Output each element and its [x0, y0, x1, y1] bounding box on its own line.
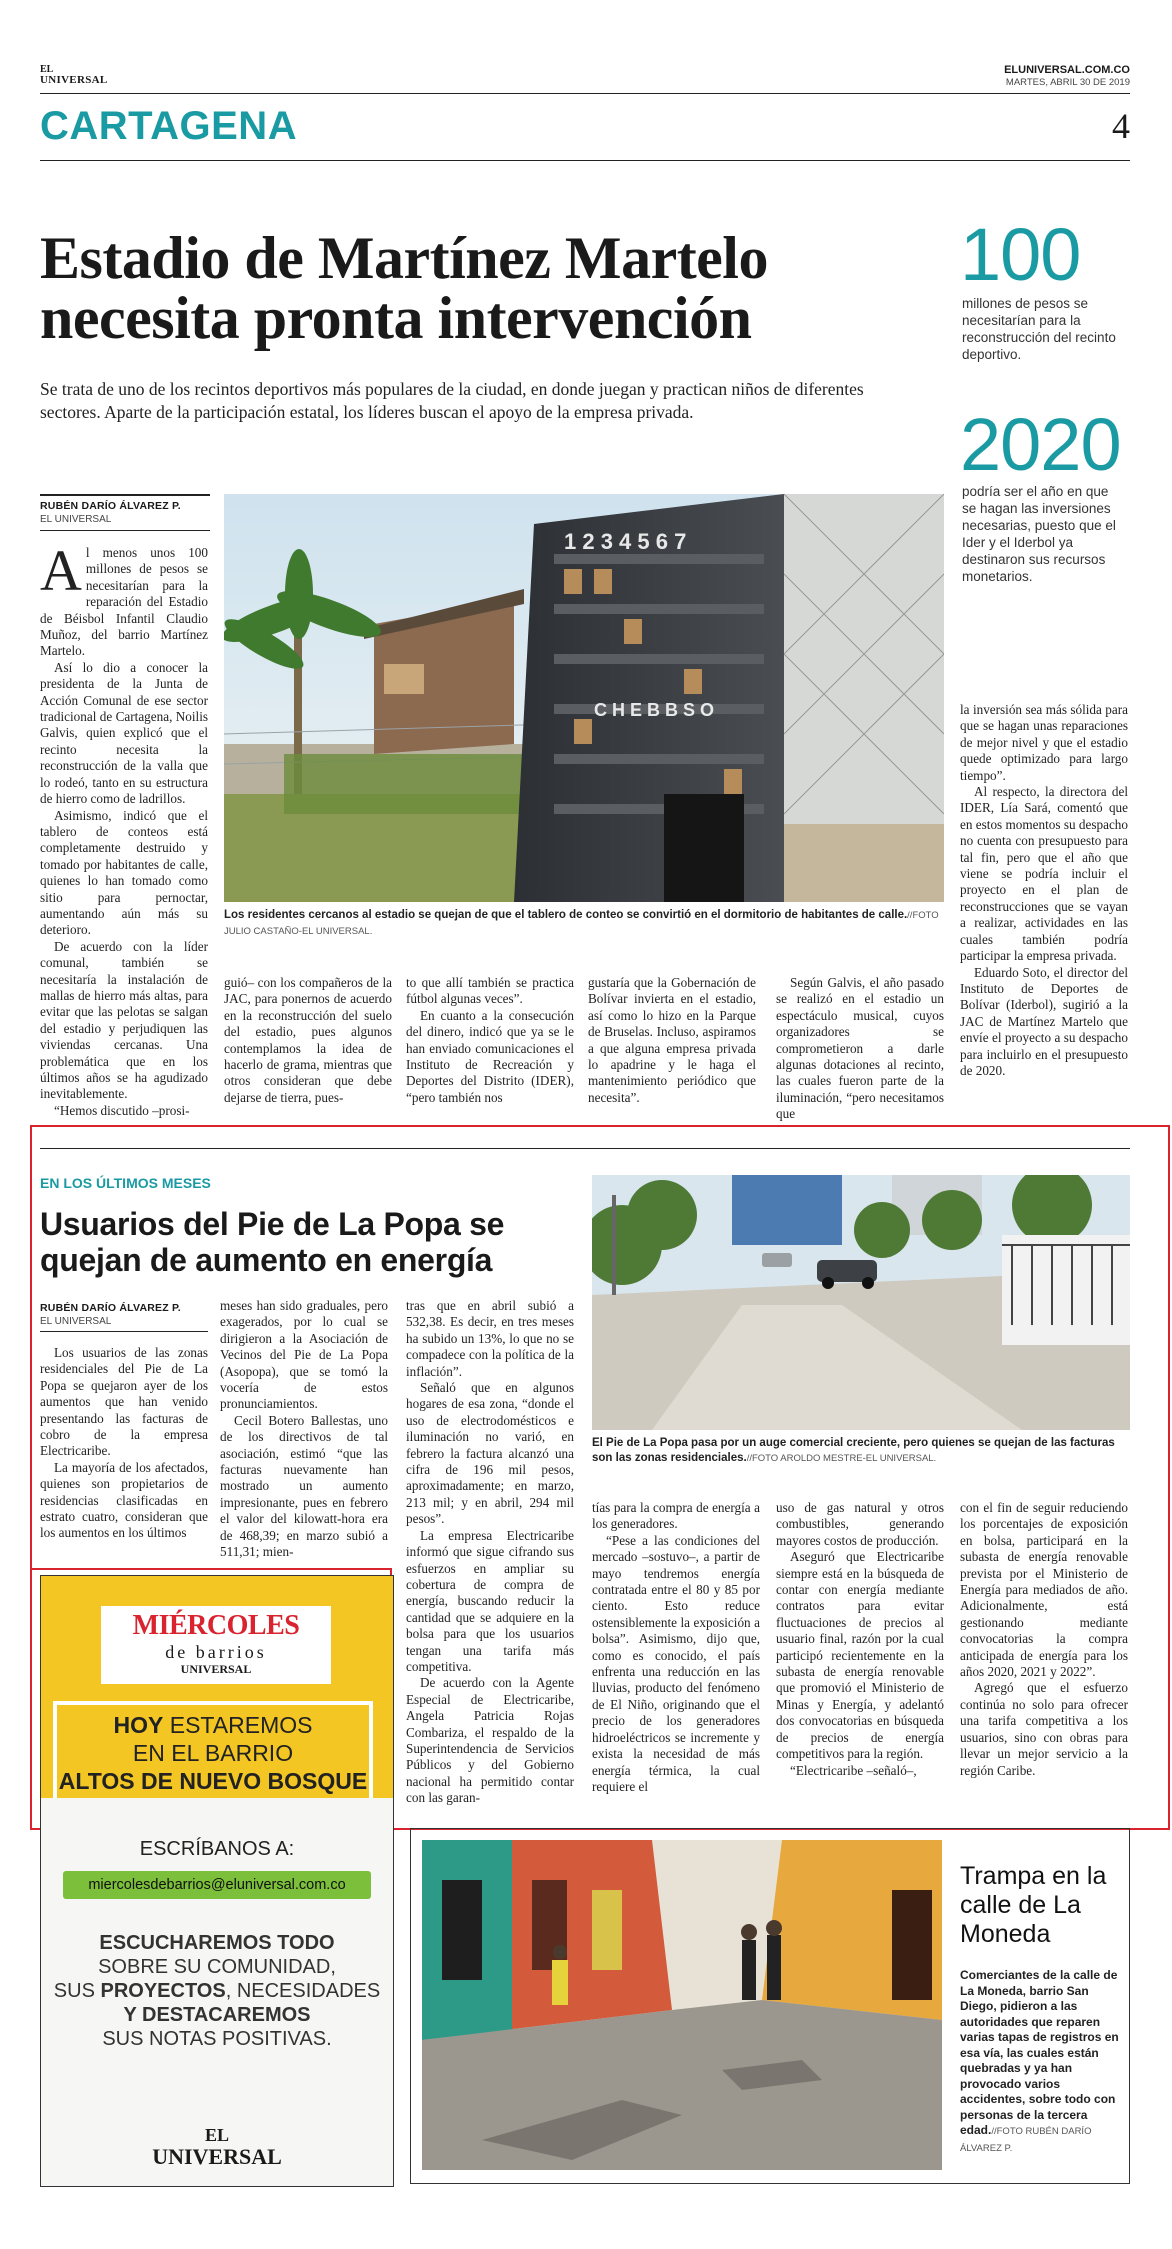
second-col-2	[220, 1298, 388, 1561]
ad-email-pill[interactable]	[63, 1871, 371, 1899]
main-byline-name: RUBÉN DARÍO ÁLVAREZ P.	[40, 500, 181, 512]
second-col5-p2: Aseguró que Electricaribe siempre está en la búsqueda de contar con energía mediante contratos para evitar fluctuaciones de precios al usuario final, razón por la cual participó recientemente en la subasta de energía renovable que promovió el Ministerio de Minas y Energía, y adelantó dos convocatorias en búsqueda de precios de energía competitivos para la región.	[776, 1549, 944, 1762]
second-col2-p1: meses han sido graduales, pero exagerados, por lo cual se dirigieron a la Asociación de Vecinos del Pie de La Popa (Asopopa), que se tomó la vocería de estos pronunciamientos.	[220, 1298, 388, 1412]
main-headline-line2: necesita pronta intervención	[40, 285, 752, 351]
issue-date: MARTES, ABRIL 30 DE 2019	[1005, 77, 1130, 88]
second-col4-p1: tías para la compra de energía a los generadores.	[592, 1500, 760, 1532]
second-col-5	[776, 1500, 944, 1779]
second-col-6	[960, 1500, 1128, 1779]
logo-universal: UNIVERSAL	[40, 74, 108, 86]
second-byline-name: RUBÉN DARÍO ÁLVAREZ P.	[40, 1302, 181, 1314]
stadium-photo-caption	[224, 908, 944, 939]
second-col-3	[406, 1298, 574, 1807]
second-byline-rule	[40, 1331, 208, 1332]
second-photo-caption	[592, 1436, 1130, 1466]
ad-line4a: Y	[123, 2004, 142, 2026]
second-byline-org: EL UNIVERSAL	[40, 1316, 112, 1327]
ad-message-frame	[53, 1701, 373, 1798]
header-rule	[40, 93, 1130, 94]
main-col1-p4: De acuerdo con la líder comunal, también se necesitaría la instalación de mallas de hierro más altas, para evitar que las pelotas se salgan del estadio y perjudiquen las viviendas cercanas. Una problemática que en los últimos años se ha agudizado inevitablemente.	[40, 938, 208, 1102]
ad-line4b: DESTACAREMOS	[142, 2004, 311, 2026]
second-col2-p2: Cecil Botero Ballestas, uno de los directivos de tal asociación, estimó “que las facturas nuevamente han mostrado un aumento impresionante, pues en febrero el valor del kilowatt-hora era de 468,39; en marzo subió a 511,31; mien-	[220, 1412, 388, 1560]
drop-cap: A	[40, 538, 82, 603]
byline-rule-bottom	[40, 530, 210, 531]
scoreboard-text: C H E B B S O	[594, 700, 715, 720]
main-col-6	[960, 702, 1128, 1079]
second-headline-line1: Usuarios del Pie de La Popa se	[40, 1206, 505, 1242]
main-col-4	[588, 975, 756, 1106]
main-headline-line1: Estadio de Martínez Martelo	[40, 225, 768, 291]
main-col1-p5: “Hemos discutido –prosi-	[54, 1102, 190, 1118]
logo-el: EL	[40, 64, 54, 75]
main-col4-p1: gustaría que la Gobernación de Bolívar invierta en el estadio, así como lo hizo en la Parque de Bruselas. Incluso, aspiramos a que alguna empresa privada lo apadrine y le haga el mantenimiento periódico que necesita”.	[588, 975, 756, 1105]
ad-logo-box	[101, 1606, 331, 1684]
main-col-1	[40, 538, 208, 1119]
third-text	[960, 1968, 1120, 2156]
second-col4-p2: “Pese a las condiciones del mercado –sostuvo–, a partir de mayo tendremos energía contratada entre el 80 y 85 por ciento. Esto reduce ostensiblemente la exposición a bolsa”. Asimismo, dijo que, como es conocido, el país enfrenta una reducción en las lluvias, producto del fenómeno de El Niño, originando que el precio de los generadores hidroeléctricos se incremente y exista la necesidad de más energía térmica, la cual requiere el	[592, 1532, 760, 1794]
ad-hoy: HOY	[113, 1712, 164, 1738]
section-title: CARTAGENA	[40, 104, 298, 148]
main-col6-p2: Al respecto, la directora del IDER, Lía Sará, comentó que en estos momentos su despacho no cuenta con presupuesto para tal fin, pero que el año que viene se podría incluir el proyecto en el plan de reconstrucciones que se vayan a realizar, actividades en las cuales también podría participar la empresa privada.	[960, 784, 1128, 964]
stadium-photo	[224, 494, 944, 902]
site-url[interactable]: ELUNIVERSAL.COM.CO	[1004, 64, 1130, 76]
main-col1-p2: Así lo dio a conocer la presidenta de la Junta de Acción Comunal de ese sector tradicional de Cartagena, Noilis Galvis, quien explicó que el recinto necesita la reconstrucción de la valla que lo rodeó, tanto en su estructura de hierro como de ladrillos.	[40, 659, 208, 807]
main-col1-p3: Asimismo, indicó que el tablero de conteos está completamente destruido y tomado por habitantes de calle, quienes lo han tomado como sitio para pernoctar, aumentando aún más su deterioro.	[40, 807, 208, 938]
second-col1-p2: La mayoría de los afectados, quienes son propietarios de residencias clasificadas en estrato cuatro, consideran que los aumentos en los últimos	[40, 1459, 208, 1541]
second-top-rule	[40, 1148, 1130, 1149]
second-col6-p2: Agregó que el esfuerzo continúa no solo para ofrecer una tarifa competitiva a los usuarios, sino con obras para llevar un mejor servicio a la región Caribe.	[960, 1680, 1128, 1778]
third-text-body: Comerciantes de la calle de La Moneda, barrio San Diego, pidieron a las autoridades que reparen varias tapas de registros en esa vía, las cuales están quebradas y ya han provocado varios accidentes, sobre todo con personas de la tercera edad.	[960, 1968, 1119, 2137]
main-col-2	[224, 975, 392, 1106]
stat-2020-text: podría ser el año en que se hagan las inversiones necesarias, puesto que el Ider y el Iderbol ya destinaron sus recursos monetarios.	[962, 484, 1116, 584]
second-col3-p2: Señaló que en algunos hogares de esa zona, “donde el uso de electrodomésticos e iluminación no varió, en febrero la factura alcanzó una cifra de 196 mil pesos, aproximadamente; en marzo, 213 mil; y en abril, 294 mil pesos”.	[406, 1380, 574, 1527]
second-col3-p3: La empresa Electricaribe informó que sigue cifrando sus esfuerzos en ampliar su cobertura de compra de energía, buscando reducir la cantidad que se adquiere en la bolsa para que los usuarios tengan una tarifa más competitiva.	[406, 1527, 574, 1674]
second-kicker: EN LOS ÚLTIMOS MESES	[40, 1175, 211, 1191]
ad-line5: SUS NOTAS POSITIVAS.	[102, 2028, 332, 2050]
third-headline: Trampa en la calle de La Moneda	[960, 1862, 1107, 1948]
ad-miercoles: MIÉRCOLES	[132, 1610, 300, 1641]
pie-de-la-popa-photo	[592, 1175, 1130, 1430]
ad-footer-el: EL	[204, 2125, 229, 2145]
ad-de-barrios: de barrios	[165, 1642, 267, 1662]
ad-line1: ESCUCHAREMOS TODO	[99, 1932, 335, 1954]
stat-100-number: 100	[960, 213, 1081, 296]
ad-footer-universal: UNIVERSAL	[152, 2144, 282, 2169]
stat-100-text: millones de pesos se necesitarían para la reconstrucción del recinto deportivo.	[962, 296, 1116, 362]
main-col-3	[406, 975, 574, 1106]
second-col6-p1: con el fin de seguir reduciendo los porcentajes de exposición en bolsa, participará en la subasta de energía renovable prevista por el Ministerio de Energía para mediados de año. Adicionalmente, está gestionando mediante convocatorias la compra anticipada de energía para los años 2020, 2021 y 2022”.	[960, 1500, 1128, 1680]
stadium-caption-credit: //FOTO JULIO CASTAÑO-EL UNIVERSAL.	[224, 910, 939, 937]
main-byline-org: EL UNIVERSAL	[40, 514, 112, 525]
main-col3-p1: to que allí también se practica fútbol algunas veces”.	[406, 975, 574, 1007]
stat-2020-number: 2020	[960, 403, 1121, 486]
second-headline	[40, 1206, 504, 1278]
second-col5-p3: “Electricaribe –señaló–,	[790, 1762, 917, 1778]
ad-barrio-name: ALTOS DE NUEVO BOSQUE	[58, 1768, 368, 1794]
second-col1-p1: Los usuarios de las zonas residenciales del Pie de La Popa se quejaron ayer de los aumentos que han venido presentando las facturas de cobro de la empresa Electricaribe.	[40, 1345, 208, 1459]
ad-line3a: SUS	[53, 1980, 101, 2002]
main-col-5	[776, 975, 944, 1123]
second-col-1	[40, 1345, 208, 1542]
section-rule	[40, 160, 1130, 161]
ad-line3b: PROYECTOS	[100, 1980, 226, 2002]
street-photo-illustration	[592, 1175, 1130, 1430]
masthead-logo	[40, 64, 110, 86]
ad-line3	[41, 1979, 393, 2003]
ad-line3c: , NECESIDADES	[225, 1980, 381, 2002]
la-moneda-illustration	[422, 1840, 942, 2170]
main-col6-p1: la inversión sea más sólida para que se hagan unas reparaciones de mejor nivel y que el estadio quede optimizado para largo tiempo”.	[960, 702, 1128, 783]
ad-hoy-line	[57, 1711, 369, 1739]
second-headline-line2: quejan de aumento en energía	[40, 1242, 493, 1278]
second-col-4	[592, 1500, 760, 1795]
main-col5-p1: Según Galvis, el año pasado se realizó en el estadio un espectáculo musical, cuyos organizadores se comprometieron a darle algunas dotaciones al recinto, las cuales fueron parte de la iluminación, “pero necesitamos que	[776, 975, 944, 1122]
scoreboard-digits: 1 2 3 4 5 6 7	[564, 529, 687, 554]
ad-en-el-barrio: EN EL BARRIO	[132, 1740, 294, 1766]
ad-footer-logo	[41, 2124, 393, 2168]
ad-email[interactable]: miercolesdebarrios@eluniversal.com.co	[88, 1877, 346, 1893]
second-col3-p4: De acuerdo con la Agente Especial de Electricaribe, Angela Patricia Rojas Combariza, el respaldo de la Superintendencia de Servicios Públicos y del Gobierno nacional ha permitido contar con las garan-	[406, 1675, 574, 1806]
second-col5-p1: uso de gas natural y otros combustibles, generando mayores costos de producción.	[776, 1500, 944, 1548]
ad-estaremos: ESTAREMOS	[163, 1712, 313, 1738]
main-headline	[40, 225, 768, 351]
second-caption-text: El Pie de La Popa pasa por un auge comercial creciente, pero quienes se quejan de las facturas son las zonas residenciales.	[592, 1437, 1115, 1464]
stadium-caption-text: Los residentes cercanos al estadio se quejan de que el tablero de conteo se convirtió en el dormitorio de habitantes de calle.	[224, 909, 908, 921]
ad-brand-universal: UNIVERSAL	[180, 1662, 252, 1676]
miercoles-de-barrios-ad[interactable]	[40, 1575, 394, 2187]
byline-rule	[40, 494, 210, 496]
page-number: 4	[1112, 106, 1130, 146]
ad-line4	[41, 2003, 393, 2027]
main-col1-p1: l menos unos 100 millones de pesos se necesitarían para la reparación del Estadio de Béisbol Infantil Claudio Muñoz, del barrio Martínez Martelo.	[40, 545, 208, 659]
ad-message-body	[41, 1931, 393, 2051]
main-col3-p2: En cuanto a la consecución del dinero, indicó que ya se le han enviado comunicaciones el Instituto de Recreación y Deportes del Distrito (IDER), “pero también nos	[406, 1007, 574, 1105]
la-moneda-photo	[422, 1840, 942, 2170]
second-col3-p1: tras que en abril subió a 532,38. Es decir, en tres meses ha subido un 13%, lo que no se compadece con la política de la inflación”.	[406, 1298, 574, 1379]
main-col6-p3: Eduardo Soto, el director del Instituto de Deportes de Bolívar (Iderbol), sugirió a la JAC de Martínez Martelo que envíe el proyecto a su despacho para incluirlo en el presupuesto de 2020.	[960, 964, 1128, 1078]
third-text-credit: //FOTO RUBÉN DARÍO ÁLVAREZ P.	[960, 2126, 1092, 2154]
main-col2-p1: guió– con los compañeros de la JAC, para ponernos de acuerdo en la reconstrucción del suelo del estadio, pues algunos contemplamos la idea de hacerlo de grama, mientras que otros consideran que debe dejarse de tierra, pues-	[224, 975, 392, 1105]
main-deck: Se trata de uno de los recintos deportivos más populares de la ciudad, en donde juegan y practican niños de diferentes sectores. Aparte de la participación estatal, los líderes buscan el apoyo de la empresa privada.	[40, 379, 864, 422]
ad-line2: SOBRE SU COMUNIDAD,	[98, 1956, 336, 1978]
second-caption-credit: //FOTO AROLDO MESTRE-EL UNIVERSAL.	[746, 1452, 937, 1464]
stadium-photo-illustration	[224, 494, 944, 902]
ad-escribanos: ESCRÍBANOS A:	[139, 1838, 295, 1860]
